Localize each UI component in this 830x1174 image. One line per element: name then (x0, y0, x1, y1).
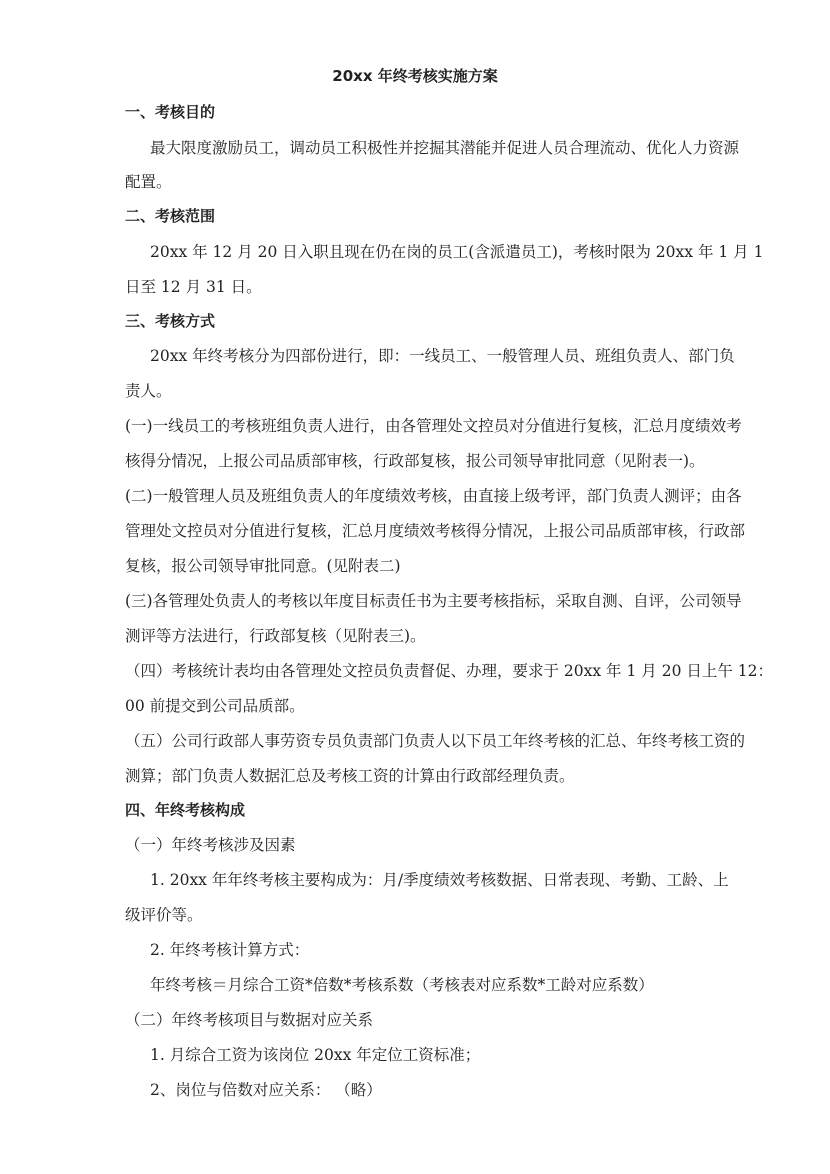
paragraph-line: 20xx 年终考核分为四部份进行，即：一线员工、一般管理人员、班组负责人、部门负 (150, 347, 735, 365)
paragraph-line: 20xx 年 12 月 20 日入职且现在仍在岗的员工(含派遣员工)，考核时限为 20xx 年 1 月 1 (150, 243, 764, 261)
paragraph-line: 日至 12 月 31 日。 (125, 278, 262, 296)
paragraph-line: 核得分情况，上报公司品质部审核，行政部复核，报公司领导审批同意（见附表一)。 (125, 452, 705, 470)
paragraph-line: (三)各管理处负责人的考核以年度目标责任书为主要考核指标，采取自测、自评，公司领导 (125, 592, 742, 610)
paragraph-line: 复核，报公司领导审批同意。(见附表二) (125, 557, 401, 575)
document-title: 20xx 年终考核实施方案 (332, 67, 498, 85)
section-heading-method: 三、考核方式 (125, 312, 216, 330)
subheading: （二）年终考核项目与数据对应关系 (125, 1011, 374, 1029)
section-heading-purpose: 一、考核目的 (125, 103, 216, 121)
paragraph-line: （五）公司行政部人事劳资专员负责部门负责人以下员工年终考核的汇总、年终考核工资的 (125, 732, 746, 750)
list-item: 2、岗位与倍数对应关系： （略） (150, 1081, 382, 1099)
paragraph-line: 最大限度激励员工，调动员工积极性并挖掘其潜能并促进人员合理流动、优化人力资源 (150, 139, 740, 157)
section-heading-scope: 二、考核范围 (125, 207, 216, 225)
formula: 年终考核＝月综合工资*倍数*考核系数（考核表对应系数*工龄对应系数） (150, 976, 654, 994)
paragraph-line: （四）考核统计表均由各管理处文控员负责督促、办理，要求于 20xx 年 1 月 20 日上午 12： (125, 662, 774, 680)
paragraph-line: 管理处文控员对分值进行复核，汇总月度绩效考核得分情况，上报公司品质部审核，行政部 (125, 522, 746, 540)
paragraph-line: 责人。 (125, 382, 172, 400)
paragraph-line: (一)一线员工的考核班组负责人进行，由各管理处文控员对分值进行复核，汇总月度绩效考 (125, 417, 742, 435)
paragraph-line: (二)一般管理人员及班组负责人的年度绩效考核，由直接上级考评，部门负责人测评；由各 (125, 487, 742, 505)
list-item: 1. 月综合工资为该岗位 20xx 年定位工资标准； (150, 1046, 481, 1064)
paragraph-line: 1. 20xx 年年终考核主要构成为：月/季度绩效考核数据、日常表现、考勤、工龄、上 (150, 871, 729, 889)
paragraph-line: 测评等方法进行，行政部复核（见附表三)。 (125, 627, 426, 645)
list-item: 2. 年终考核计算方式： (150, 941, 310, 959)
paragraph-line: 测算；部门负责人数据汇总及考核工资的计算由行政部经理负责。 (125, 767, 575, 785)
subheading: （一）年终考核涉及因素 (125, 836, 296, 854)
paragraph-line: 配置。 (125, 173, 172, 191)
paragraph-line: 00 前提交到公司品质部。 (125, 697, 305, 715)
section-heading-composition: 四、年终考核构成 (125, 801, 246, 819)
paragraph-line: 级评价等。 (125, 906, 203, 924)
